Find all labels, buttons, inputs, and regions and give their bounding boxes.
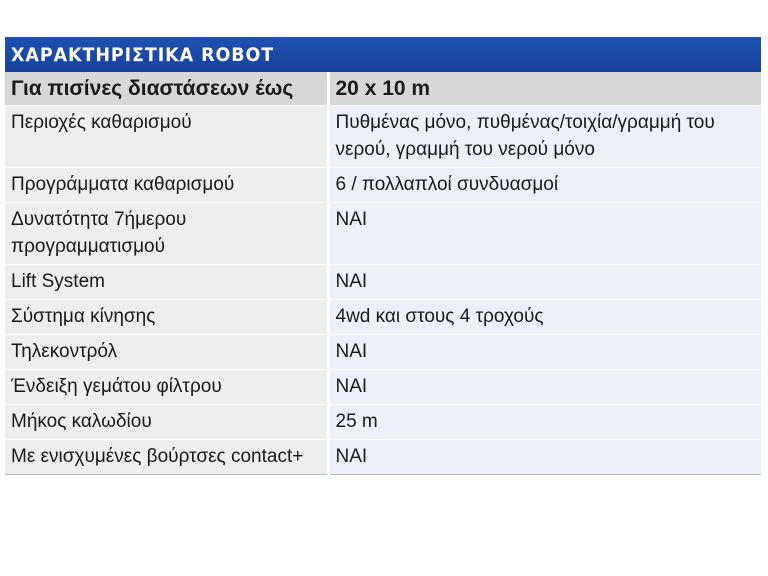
row-value: ΝΑΙ — [328, 203, 761, 265]
table-row — [5, 300, 761, 335]
table-row — [5, 106, 761, 168]
title-bar — [5, 37, 761, 72]
table-row — [5, 405, 761, 440]
row-label: Lift System — [5, 265, 328, 300]
spec-table — [5, 37, 761, 475]
row-value: Πυθμένας μόνο, πυθμένας/τοιχία/γραμμή του νερού, γραμμή του νερού μόνο — [328, 106, 761, 168]
row-label: Ένδειξη γεμάτου φίλτρου — [5, 370, 328, 405]
header-row — [5, 72, 761, 106]
table-row — [5, 440, 761, 475]
row-label: Περιοχές καθαρισμού — [5, 106, 328, 168]
row-value: ΝΑΙ — [328, 440, 761, 475]
row-value: 25 m — [328, 405, 761, 440]
row-value: ΝΑΙ — [328, 265, 761, 300]
header-label: Για πισίνες διαστάσεων έως — [5, 72, 328, 106]
row-value: ΝΑΙ — [328, 370, 761, 405]
row-value: ΝΑΙ — [328, 335, 761, 370]
table-row — [5, 265, 761, 300]
row-value: 4wd και στους 4 τροχούς — [328, 300, 761, 335]
row-label: Τηλεκοντρόλ — [5, 335, 328, 370]
table-row — [5, 370, 761, 405]
row-label: Μήκος καλωδίου — [5, 405, 328, 440]
row-label: Δυνατότητα 7ήμερου προγραμματισμού — [5, 203, 328, 265]
row-label: Σύστημα κίνησης — [5, 300, 328, 335]
header-value: 20 x 10 m — [328, 72, 761, 106]
row-label: Προγράμματα καθαρισμού — [5, 168, 328, 203]
row-label: Με ενισχυμένες βούρτσες contact+ — [5, 440, 328, 475]
table-row — [5, 335, 761, 370]
table-row — [5, 203, 761, 265]
spec-grid — [5, 72, 761, 475]
row-value: 6 / πολλαπλοί συνδυασμοί — [328, 168, 761, 203]
table-title: ΧΑΡΑΚΤΗΡΙΣΤΙΚΑ ROBOT — [11, 43, 275, 66]
table-row — [5, 168, 761, 203]
